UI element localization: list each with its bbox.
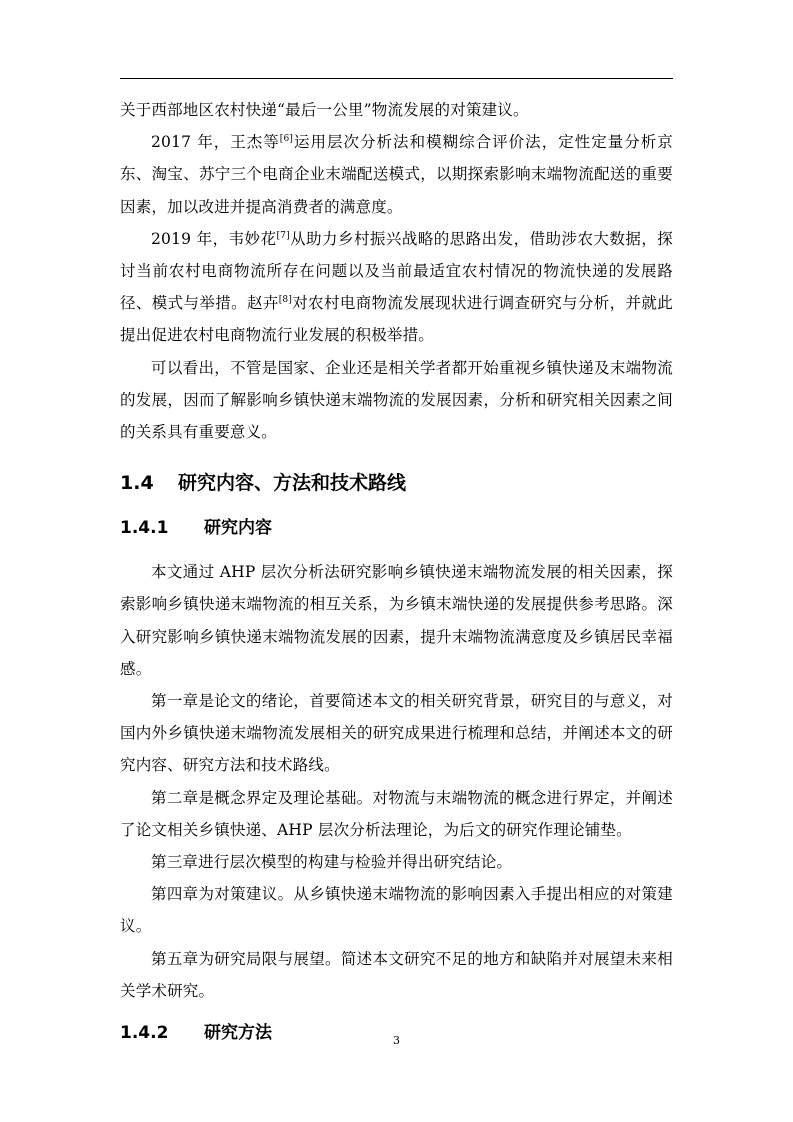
page-number: 3 xyxy=(393,1034,400,1047)
citation: [7] xyxy=(276,230,290,241)
paragraph-text: 运用层次分析法和模糊综合评价法，定性定量分析京东、淘宝、苏宁三个电商企业末端配送模式，以期探索影响末端物流配送的重要因素，加以改进并提高消费者的满意度。 xyxy=(120,133,674,216)
paragraph: 第二章是概念界定及理论基础。对物流与末端物流的概念进行界定，并阐述了论文相关乡镇快递、AHP 层次分析法理论，为后文的研究作理论铺垫。 xyxy=(120,788,673,839)
section-number: 1.4 xyxy=(120,472,154,495)
paragraph xyxy=(120,223,673,352)
subsection-title: 研究内容 xyxy=(204,518,272,539)
paragraph: 可以看出，不管是国家、企业还是相关学者都开始重视乡镇快递及末端物流的发展，因而了解影响乡镇快递末端物流的发展因素，分析和研究相关因素之间的关系具有重要意义。 xyxy=(120,358,673,442)
paragraph: 第三章进行层次模型的构建与检验并得出研究结论。 xyxy=(151,853,513,872)
paragraph-text: 从助力乡村振兴战略的思路出发，借助涉农大数据，探讨当前农村电商物流所存在问题以及当前最适宜农村情况的物流快递的发展路径、模式与举措。赵卉 xyxy=(120,229,673,313)
paragraph: 第一章是论文的绪论，首要简述本文的相关研究背景，研究目的与意义，对国内外乡镇快递末端物流发展相关的研究成果进行梳理和总结，并阐述本文的研究内容、研究方法和技术路线。 xyxy=(120,692,673,775)
subsection-number: 1.4.1 xyxy=(120,518,169,539)
paragraph: 本文通过 AHP 层次分析法研究影响乡镇快递末端物流发展的相关因素，探索影响乡镇快递末端物流的相互关系，为乡镇末端快递的发展提供参考思路。深入研究影响乡镇快递末端物流发展的因素，提升末端物流满意度及乡镇居民幸福感。 xyxy=(120,563,673,678)
paragraph: 第五章为研究局限与展望。简述本文研究不足的地方和缺陷并对展望未来相关学术研究。 xyxy=(120,949,673,1000)
subsection-title: 研究方法 xyxy=(204,1023,272,1044)
citation: [6] xyxy=(279,134,294,145)
page-body xyxy=(120,94,673,1061)
subsection-number: 1.4.2 xyxy=(120,1023,169,1044)
subsection-heading xyxy=(120,514,673,542)
header-rule xyxy=(120,78,673,79)
paragraph: 第四章为对策建议。从乡镇快递末端物流的影响因素入手提出相应的对策建议。 xyxy=(120,885,673,936)
paragraph-text: 2019 年，韦妙花 xyxy=(151,229,277,248)
citation: [8] xyxy=(278,295,293,306)
paragraph-text: 2017 年，王杰等 xyxy=(151,133,280,152)
section-title: 研究内容、方法和技术路线 xyxy=(178,472,407,495)
paragraph xyxy=(120,126,673,223)
section-heading xyxy=(120,468,673,498)
paragraph-text: 对农村电商物流发展现状进行调查研究与分析，并就此提出促进农村电商物流行业发展的积极举措。 xyxy=(120,294,673,345)
paragraph: 关于西部地区农村快递“最后一公里”物流发展的对策建议。 xyxy=(120,101,529,119)
